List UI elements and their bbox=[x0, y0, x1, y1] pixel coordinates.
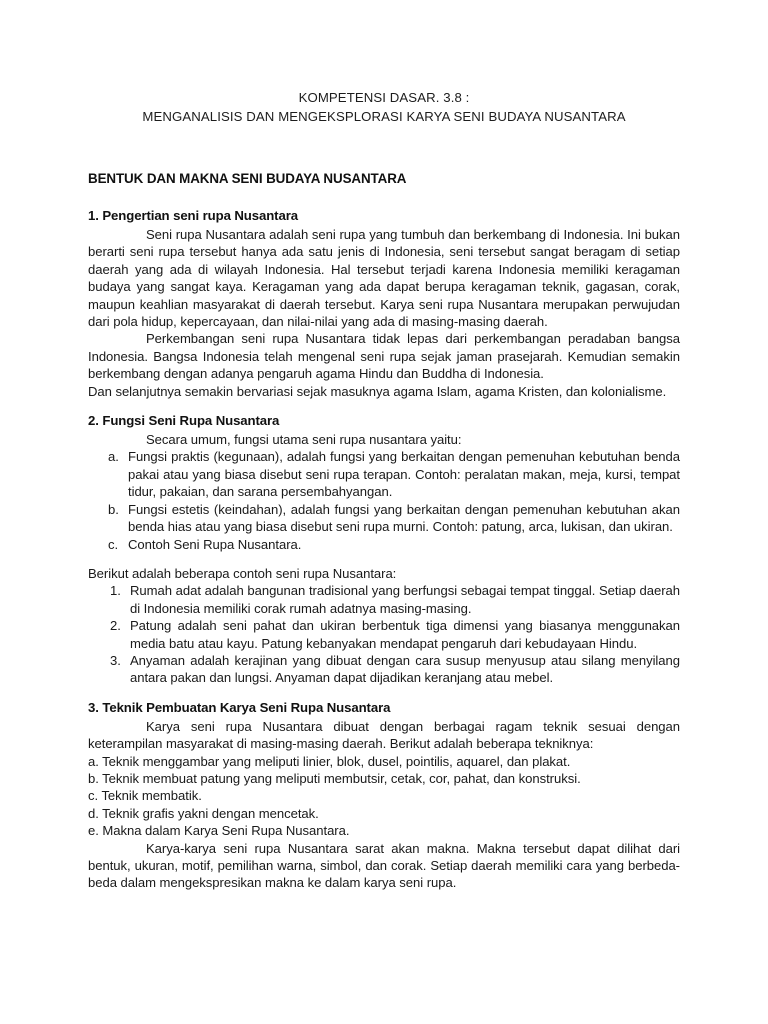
section-2-examples-intro: Berikut adalah beberapa contoh seni rupa Nusantara: bbox=[88, 565, 397, 581]
section-1-spacer bbox=[88, 400, 680, 412]
title-spacer bbox=[88, 126, 680, 170]
list-item-text: Contoh Seni Rupa Nusantara. bbox=[128, 536, 302, 552]
list-item-text: Fungsi estetis (keindahan), adalah fungsi yang berkaitan dengan pemenuhan kebutuhan akan benda hias atau yang biasa disebut seni rupa murni. Contoh: patung, arca, lukisan, dan ukiran. bbox=[128, 501, 680, 535]
list-item bbox=[88, 617, 680, 652]
heading-spacer bbox=[88, 187, 680, 207]
section-3-paragraph-1: Karya seni rupa Nusantara dibuat dengan berbagai ragam teknik sesuai dengan keterampilan masyarakat di masing-masing daerah. Berikut adalah beberapa tekniknya: bbox=[88, 718, 680, 752]
list-item-text: Teknik membatik. bbox=[101, 788, 202, 804]
section-2-list-spacer bbox=[88, 553, 680, 565]
list-marker: c. bbox=[88, 788, 102, 804]
list-item bbox=[88, 805, 680, 822]
list-marker: 3. bbox=[110, 652, 121, 668]
document-title-line-1: KOMPETENSI DASAR. 3.8 : bbox=[298, 90, 470, 105]
list-item-text: Teknik membuat patung yang meliputi membutsir, cetak, cor, pahat, dan konstruksi. bbox=[102, 770, 581, 786]
section-2-examples-list bbox=[88, 582, 680, 686]
list-item-text: Rumah adat adalah bangunan tradisional yang berfungsi sebagai tempat tinggal. Setiap daerah di Indonesia memiliki corak rumah adatnya masing-masing. bbox=[130, 583, 680, 616]
main-heading: BENTUK DAN MAKNA SENI BUDAYA NUSANTARA bbox=[88, 171, 407, 186]
list-item-text: Teknik grafis yakni dengan mencetak. bbox=[102, 805, 319, 821]
section-1-heading: 1. Pengertian seni rupa Nusantara bbox=[88, 208, 298, 223]
section-2-function-list bbox=[88, 448, 680, 552]
section-1-paragraph-1: Seni rupa Nusantara adalah seni rupa yang tumbuh dan berkembang di Indonesia. Ini bukan berarti seni rupa tersebut hanya ada satu jenis di Indonesia, seni tersebut sangat beragam di setiap daerah yang ada di wilayah Indonesia. Hal tersebut terjadi karena Indonesia memiliki keragaman budaya yang sangat kaya. Keragaman yang ada dapat berupa keragaman teknik, gagasan, corak, maupun keahlian masyarakat di daerah tersebut. Karya seni rupa Nusantara merupakan perwujudan dari pola hidup, kepercayaan, dan nilai-nilai yang ada di masing-masing daerah. bbox=[88, 227, 680, 330]
list-item bbox=[88, 501, 680, 536]
list-marker: a. bbox=[88, 753, 103, 769]
section-3-technique-list bbox=[88, 753, 680, 840]
section-3-paragraph-2: Karya-karya seni rupa Nusantara sarat akan makna. Makna tersebut dapat dilihat dari bentuk, ukuran, motif, pemilihan warna, simbol, dan corak. Setiap daerah memiliki cara yang berbeda-beda dalam mengekspresikan makna ke dalam karya seni rupa. bbox=[88, 840, 680, 891]
list-marker: e. bbox=[88, 823, 103, 839]
document-title bbox=[88, 88, 680, 126]
list-item bbox=[88, 787, 680, 804]
list-item-text: Makna dalam Karya Seni Rupa Nusantara. bbox=[102, 823, 350, 839]
list-marker: b. bbox=[88, 770, 103, 786]
list-item bbox=[88, 582, 680, 617]
list-marker: c. bbox=[108, 536, 119, 552]
list-item bbox=[88, 448, 680, 500]
list-item-text: Patung adalah seni pahat dan ukiran berbentuk tiga dimensi yang biasanya menggunakan media batu atau kayu. Patung kebanyakan mendapat pengaruh dari kebudayaan Hindu. bbox=[130, 618, 680, 651]
list-item-text: Teknik menggambar yang meliputi linier, blok, dusel, pointilis, aquarel, dan plakat. bbox=[102, 753, 571, 769]
list-item-text: Anyaman adalah kerajinan yang dibuat dengan cara susup menyusup atau silang menyilang antara pakan dan lungsi. Anyaman dapat dijadikan keranjang atau mebel. bbox=[130, 652, 680, 686]
section-2-spacer bbox=[88, 687, 680, 699]
section-1-paragraph-2: Perkembangan seni rupa Nusantara tidak lepas dari perkembangan peradaban bangsa Indonesia. Bangsa Indonesia telah mengenal seni rupa sejak jaman prasejarah. Kemudian semakin berkembang dengan adanya pengaruh agama Hindu dan Buddha di Indonesia. bbox=[88, 331, 680, 382]
section-2-intro: Secara umum, fungsi utama seni rupa nusantara yaitu: bbox=[146, 432, 462, 448]
list-item bbox=[88, 536, 680, 553]
section-3-heading: 3. Teknik Pembuatan Karya Seni Rupa Nusantara bbox=[88, 699, 391, 715]
list-marker: d. bbox=[88, 805, 103, 821]
document-title-line-2: MENGANALISIS DAN MENGEKSPLORASI KARYA SENI BUDAYA NUSANTARA bbox=[142, 109, 626, 124]
list-marker: b. bbox=[108, 501, 119, 517]
list-item bbox=[88, 770, 680, 787]
list-item-text: Fungsi praktis (kegunaan), adalah fungsi yang berkaitan dengan pemenuhan kebutuhan benda pakai atau yang biasa disebut seni rupa terapan. Contoh: peralatan makan, meja, kursi, tempat tidur, pakaian, dan sarana persembahyangan. bbox=[128, 449, 680, 500]
section-1-paragraph-3: Dan selanjutnya semakin bervariasi sejak masuknya agama Islam, agama Kristen, dan kolonialisme. bbox=[88, 383, 667, 399]
list-marker: 1. bbox=[110, 583, 121, 599]
list-item bbox=[88, 822, 680, 839]
list-marker: 2. bbox=[110, 618, 121, 634]
list-item bbox=[88, 652, 680, 687]
section-2-heading: 2. Fungsi Seni Rupa Nusantara bbox=[88, 413, 280, 429]
list-item bbox=[88, 753, 680, 770]
list-marker: a. bbox=[108, 449, 119, 465]
